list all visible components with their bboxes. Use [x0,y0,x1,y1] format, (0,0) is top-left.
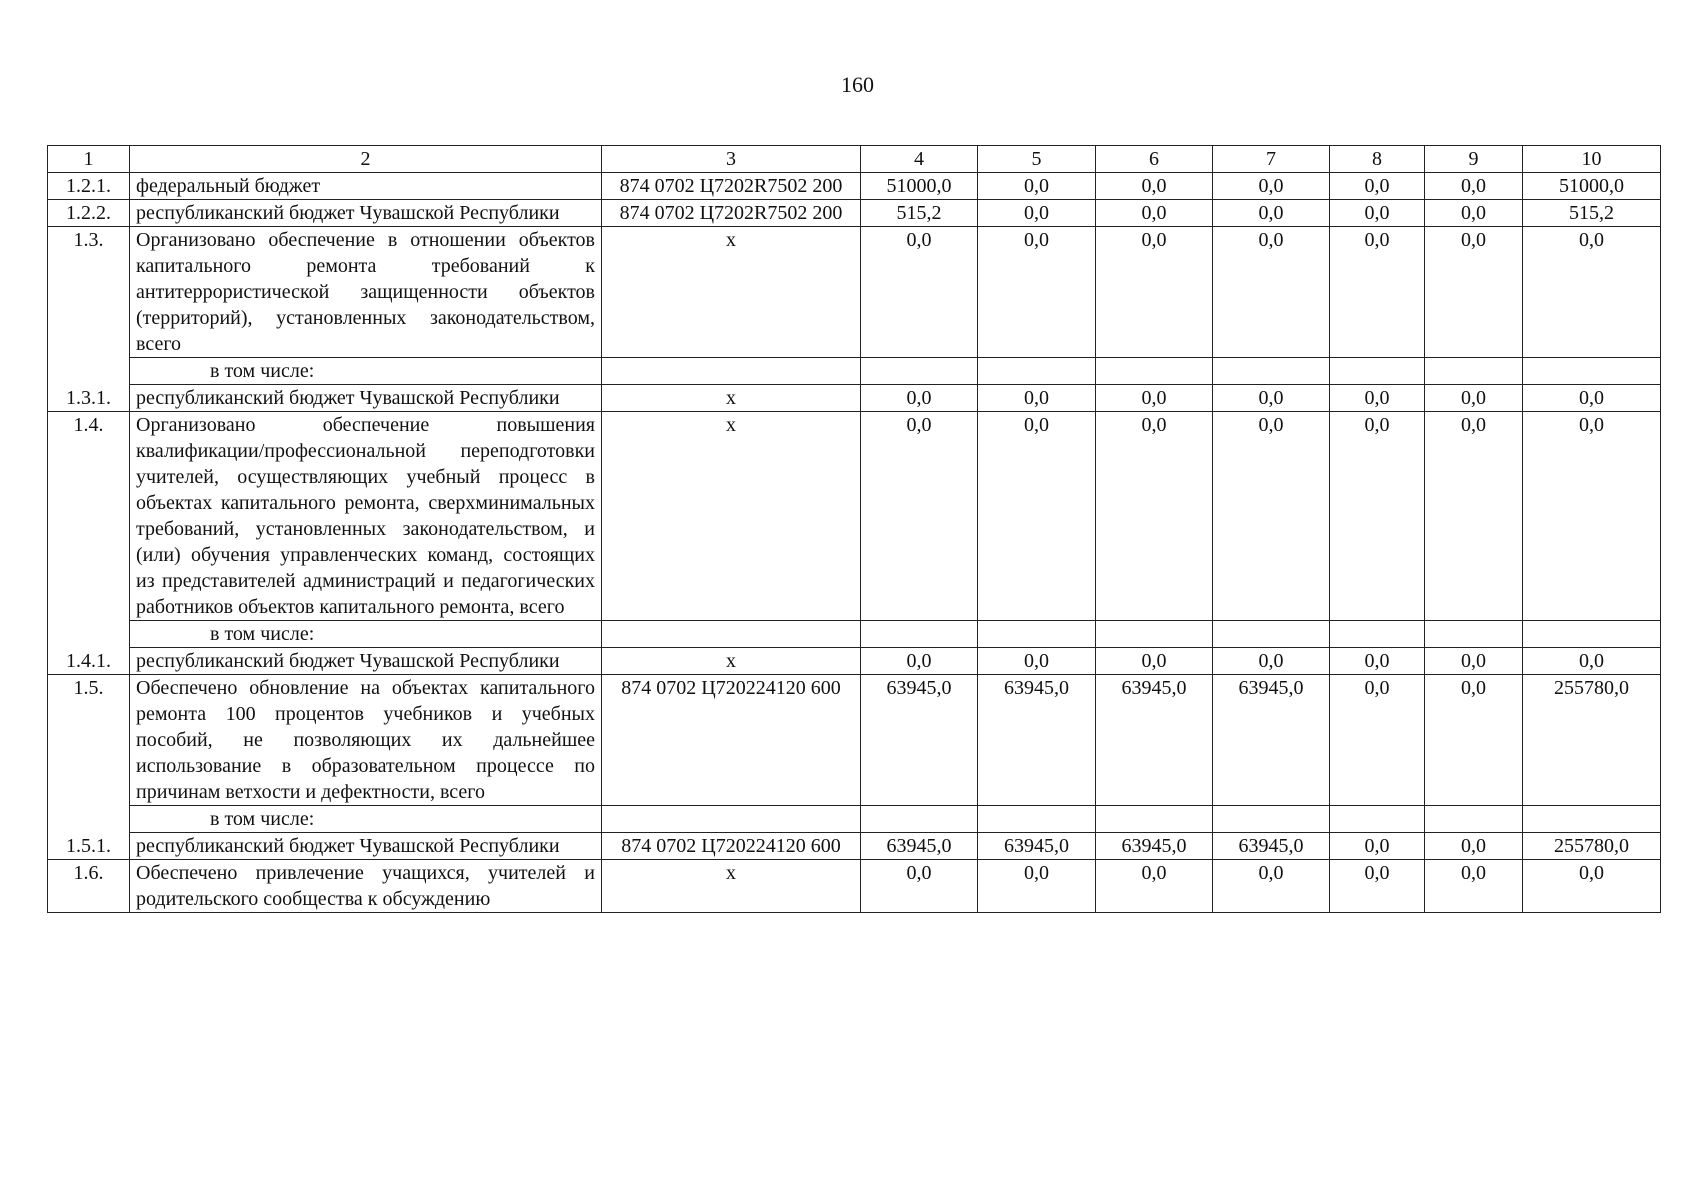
budget-classification-code: 874 0702 Ц720224120 600 [602,833,861,860]
total-value: 51000,0 [1523,173,1661,200]
row-number: 1.3. [48,227,130,358]
year-value: 0,0 [978,412,1096,621]
row-description: федеральный бюджет [130,173,602,200]
year-value: 0,0 [1330,385,1425,412]
year-value: 0,0 [1330,200,1425,227]
subheader-label: в том числе: [130,358,602,385]
subheader-row [48,621,1661,648]
row-number: 1.4.1. [48,648,130,675]
year-value: 0,0 [978,200,1096,227]
empty-cell [861,358,978,385]
year-value: 0,0 [1330,860,1425,913]
year-value: 0,0 [861,648,978,675]
year-value: 0,0 [1213,860,1330,913]
row-description: Организовано обеспечение в отношении объектов капитального ремонта требований к антитеррористической защищенности объектов (территорий), установленных законодательством, всего [130,227,602,358]
table-row [48,412,1661,621]
year-value: 0,0 [978,385,1096,412]
year-value: 0,0 [1425,385,1523,412]
year-value: 63945,0 [978,833,1096,860]
year-value: 0,0 [978,860,1096,913]
table-row [48,860,1661,913]
budget-classification-code: 874 0702 Ц7202R7502 200 [602,200,861,227]
year-value: 0,0 [1330,227,1425,358]
empty-cell [1523,358,1661,385]
empty-cell [602,621,861,648]
row-number: 1.3.1. [48,385,130,412]
column-number-row [48,146,1661,173]
empty-cell [48,621,130,648]
column-header: 3 [602,146,861,173]
row-number: 1.2.2. [48,200,130,227]
year-value: 63945,0 [861,675,978,806]
column-header: 5 [978,146,1096,173]
year-value: 51000,0 [861,173,978,200]
year-value: 0,0 [1213,385,1330,412]
total-value: 255780,0 [1523,675,1661,806]
row-description: республиканский бюджет Чувашской Республики [130,648,602,675]
empty-cell [1425,621,1523,648]
year-value: 63945,0 [861,833,978,860]
year-value: 0,0 [861,385,978,412]
year-value: 0,0 [1425,675,1523,806]
year-value: 0,0 [1096,385,1213,412]
subheader-row [48,358,1661,385]
empty-cell [978,621,1096,648]
year-value: 0,0 [1330,412,1425,621]
year-value: 0,0 [1330,648,1425,675]
total-value: 0,0 [1523,412,1661,621]
row-number: 1.4. [48,412,130,621]
year-value: 63945,0 [1096,833,1213,860]
empty-cell [602,358,861,385]
budget-classification-code: х [602,648,861,675]
budget-classification-code: х [602,227,861,358]
year-value: 0,0 [1213,227,1330,358]
year-value: 0,0 [1425,833,1523,860]
total-value: 515,2 [1523,200,1661,227]
row-number: 1.5.1. [48,833,130,860]
empty-cell [1523,621,1661,648]
column-header: 4 [861,146,978,173]
row-description: Организовано обеспечение повышения квалификации/профессиональной переподготовки учителей, осуществляющих учебный процесс в объектах капитального ремонта, сверхминимальных требований, установленных законодательством, и (или) обучения управленческих команд, состоящих из представителей администраций и педагогических работников объектов капитального ремонта, всего [130,412,602,621]
budget-classification-code: 874 0702 Ц720224120 600 [602,675,861,806]
empty-cell [1096,806,1213,833]
empty-cell [48,806,130,833]
column-header: 10 [1523,146,1661,173]
budget-classification-code: 874 0702 Ц7202R7502 200 [602,173,861,200]
year-value: 0,0 [1330,833,1425,860]
year-value: 0,0 [1425,227,1523,358]
year-value: 0,0 [1096,412,1213,621]
row-description: республиканский бюджет Чувашской Республики [130,385,602,412]
year-value: 0,0 [1096,227,1213,358]
year-value: 0,0 [1425,173,1523,200]
year-value: 63945,0 [1213,675,1330,806]
total-value: 0,0 [1523,860,1661,913]
year-value: 0,0 [1330,675,1425,806]
empty-cell [1213,806,1330,833]
year-value: 0,0 [861,412,978,621]
year-value: 0,0 [978,227,1096,358]
table-row [48,200,1661,227]
table-row [48,173,1661,200]
empty-cell [1213,621,1330,648]
row-number: 1.6. [48,860,130,913]
year-value: 0,0 [978,173,1096,200]
table-body [48,146,1661,913]
row-number: 1.2.1. [48,173,130,200]
empty-cell [1096,358,1213,385]
empty-cell [1425,358,1523,385]
total-value: 0,0 [1523,227,1661,358]
year-value: 0,0 [1096,860,1213,913]
budget-table [47,145,1661,913]
year-value: 0,0 [978,648,1096,675]
year-value: 0,0 [1213,173,1330,200]
page-number: 160 [841,72,874,97]
row-description: Обеспечено привлечение учащихся, учителей и родительского сообщества к обсуждению [130,860,602,913]
subheader-label: в том числе: [130,621,602,648]
column-header: 2 [130,146,602,173]
table-row [48,227,1661,358]
year-value: 0,0 [1096,173,1213,200]
year-value: 63945,0 [1213,833,1330,860]
empty-cell [978,358,1096,385]
total-value: 255780,0 [1523,833,1661,860]
total-value: 0,0 [1523,648,1661,675]
empty-cell [1523,806,1661,833]
table-row [48,648,1661,675]
year-value: 0,0 [1213,648,1330,675]
empty-cell [602,806,861,833]
column-header: 7 [1213,146,1330,173]
table-row [48,833,1661,860]
year-value: 0,0 [1330,173,1425,200]
budget-classification-code: х [602,412,861,621]
year-value: 0,0 [1425,200,1523,227]
empty-cell [1330,621,1425,648]
year-value: 63945,0 [978,675,1096,806]
year-value: 0,0 [1213,412,1330,621]
empty-cell [861,621,978,648]
year-value: 0,0 [1425,860,1523,913]
column-header: 8 [1330,146,1425,173]
year-value: 515,2 [861,200,978,227]
year-value: 0,0 [1213,200,1330,227]
row-description: Обеспечено обновление на объектах капитального ремонта 100 процентов учебников и учебных пособий, не позволяющих их дальнейшее использование в образовательном процессе по причинам ветхости и дефектности, всего [130,675,602,806]
year-value: 0,0 [1425,412,1523,621]
year-value: 0,0 [861,860,978,913]
subheader-label: в том числе: [130,806,602,833]
empty-cell [1096,621,1213,648]
total-value: 0,0 [1523,385,1661,412]
budget-classification-code: х [602,860,861,913]
year-value: 0,0 [1096,648,1213,675]
empty-cell [1330,358,1425,385]
table-row [48,675,1661,806]
column-header: 1 [48,146,130,173]
empty-cell [48,358,130,385]
subheader-row [48,806,1661,833]
budget-classification-code: х [602,385,861,412]
empty-cell [1213,358,1330,385]
year-value: 0,0 [1425,648,1523,675]
year-value: 0,0 [1096,200,1213,227]
empty-cell [861,806,978,833]
row-description: республиканский бюджет Чувашской Республики [130,200,602,227]
row-description: республиканский бюджет Чувашской Республики [130,833,602,860]
empty-cell [978,806,1096,833]
column-header: 6 [1096,146,1213,173]
year-value: 0,0 [861,227,978,358]
year-value: 63945,0 [1096,675,1213,806]
row-number: 1.5. [48,675,130,806]
table-row [48,385,1661,412]
column-header: 9 [1425,146,1523,173]
empty-cell [1330,806,1425,833]
empty-cell [1425,806,1523,833]
